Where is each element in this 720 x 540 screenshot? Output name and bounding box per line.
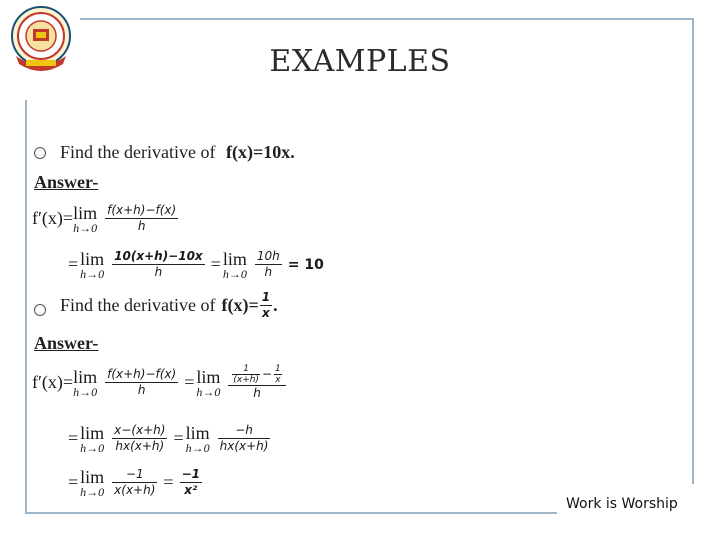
small-fraction xyxy=(274,364,282,385)
limit-subscript: h→0 xyxy=(80,440,105,455)
equals-sign: = xyxy=(173,428,184,448)
p1-step-2 xyxy=(66,249,324,280)
denominator: x² xyxy=(184,483,198,497)
slide-title: EXAMPLES xyxy=(269,44,451,79)
fraction xyxy=(255,249,282,280)
limit xyxy=(223,250,247,280)
fraction xyxy=(180,467,202,498)
step-lhs: f′(x)= xyxy=(32,208,74,228)
limit-word: lim xyxy=(73,366,98,387)
problem-2-prompt xyxy=(60,290,278,321)
limit-subscript: h→0 xyxy=(196,384,221,399)
denominator: (x+h) xyxy=(233,375,259,385)
limit-subscript: h→0 xyxy=(80,266,105,281)
denominator: x xyxy=(262,306,270,320)
slide-frame-left xyxy=(25,100,27,514)
limit-word: lim xyxy=(80,248,105,269)
equals-sign: = xyxy=(184,372,195,392)
equals-sign: = xyxy=(163,472,174,492)
slide-frame-top xyxy=(80,18,694,20)
limit xyxy=(73,204,97,234)
numerator: f(x+h)−f(x) xyxy=(107,367,177,381)
fraction xyxy=(105,367,178,398)
step-lhs: = xyxy=(68,472,79,492)
fraction xyxy=(112,249,205,280)
answer-label: Answer- xyxy=(34,333,99,353)
problem-function-lhs: f(x)= xyxy=(221,295,259,315)
limit-word: lim xyxy=(196,366,221,387)
equals-sign: = xyxy=(210,254,221,274)
step-lhs: = xyxy=(68,428,79,448)
step-lhs: f′(x)= xyxy=(32,372,74,392)
numerator: 1 xyxy=(261,290,271,304)
denominator: hx(x+h) xyxy=(219,439,269,453)
fraction xyxy=(105,203,178,234)
compound-fraction xyxy=(228,364,285,401)
limit xyxy=(196,368,220,398)
numerator: 10h xyxy=(256,249,280,263)
numerator: −1 xyxy=(125,467,144,481)
numerator: 1 xyxy=(275,364,281,374)
limit-subscript: h→0 xyxy=(80,484,105,499)
problem-function-end: . xyxy=(273,295,278,315)
numerator: x−(x+h) xyxy=(114,423,166,437)
numerator: 1 xyxy=(243,364,250,374)
small-fraction xyxy=(232,364,260,385)
limit-subscript: h→0 xyxy=(222,266,247,281)
limit-subscript: h→0 xyxy=(73,384,98,399)
answer-label: Answer- xyxy=(34,172,99,192)
problem-1-prompt xyxy=(60,142,295,163)
fraction xyxy=(260,290,272,321)
slide-frame-bottom xyxy=(25,512,557,514)
limit-word: lim xyxy=(185,422,210,443)
compound-numerator xyxy=(228,364,285,385)
bullet-icon xyxy=(34,304,46,316)
fraction xyxy=(112,467,157,498)
denominator: h xyxy=(264,265,273,279)
slide-footer: Work is Worship xyxy=(566,496,678,512)
denominator: h xyxy=(137,219,146,233)
slide-frame-right xyxy=(692,18,694,484)
problem-prompt-text: Find the derivative of xyxy=(60,142,216,162)
minus-sign: − xyxy=(261,367,273,381)
denominator: x(x+h) xyxy=(114,483,156,497)
denominator: x xyxy=(275,375,281,385)
denominator: h xyxy=(154,265,163,279)
limit xyxy=(186,424,210,454)
denominator: h xyxy=(137,383,146,397)
step-lhs: = xyxy=(68,254,79,274)
limit-subscript: h→0 xyxy=(185,440,210,455)
limit-word: lim xyxy=(80,466,105,487)
limit-word: lim xyxy=(222,248,247,269)
p2-step-2 xyxy=(66,423,274,454)
denominator: hx(x+h) xyxy=(115,439,165,453)
p2-step-1 xyxy=(32,364,290,401)
limit-word: lim xyxy=(80,422,105,443)
numerator: 10(x+h)−10x xyxy=(114,249,203,263)
denominator: h xyxy=(253,386,261,400)
problem-function: f(x)=10x. xyxy=(225,142,295,162)
fraction xyxy=(218,423,271,454)
p1-step-1 xyxy=(32,203,182,234)
limit xyxy=(80,424,104,454)
step-result: = 10 xyxy=(287,256,324,273)
limit-word: lim xyxy=(73,202,98,223)
fraction xyxy=(112,423,167,454)
limit-subscript: h→0 xyxy=(73,220,98,235)
p2-step-3 xyxy=(66,467,206,498)
numerator: −h xyxy=(235,423,253,437)
numerator: −1 xyxy=(181,467,200,481)
numerator: f(x+h)−f(x) xyxy=(107,203,177,217)
problem-prompt-text: Find the derivative of xyxy=(60,295,216,315)
bullet-icon xyxy=(34,147,46,159)
limit xyxy=(73,368,97,398)
limit xyxy=(80,250,104,280)
limit xyxy=(80,468,104,498)
